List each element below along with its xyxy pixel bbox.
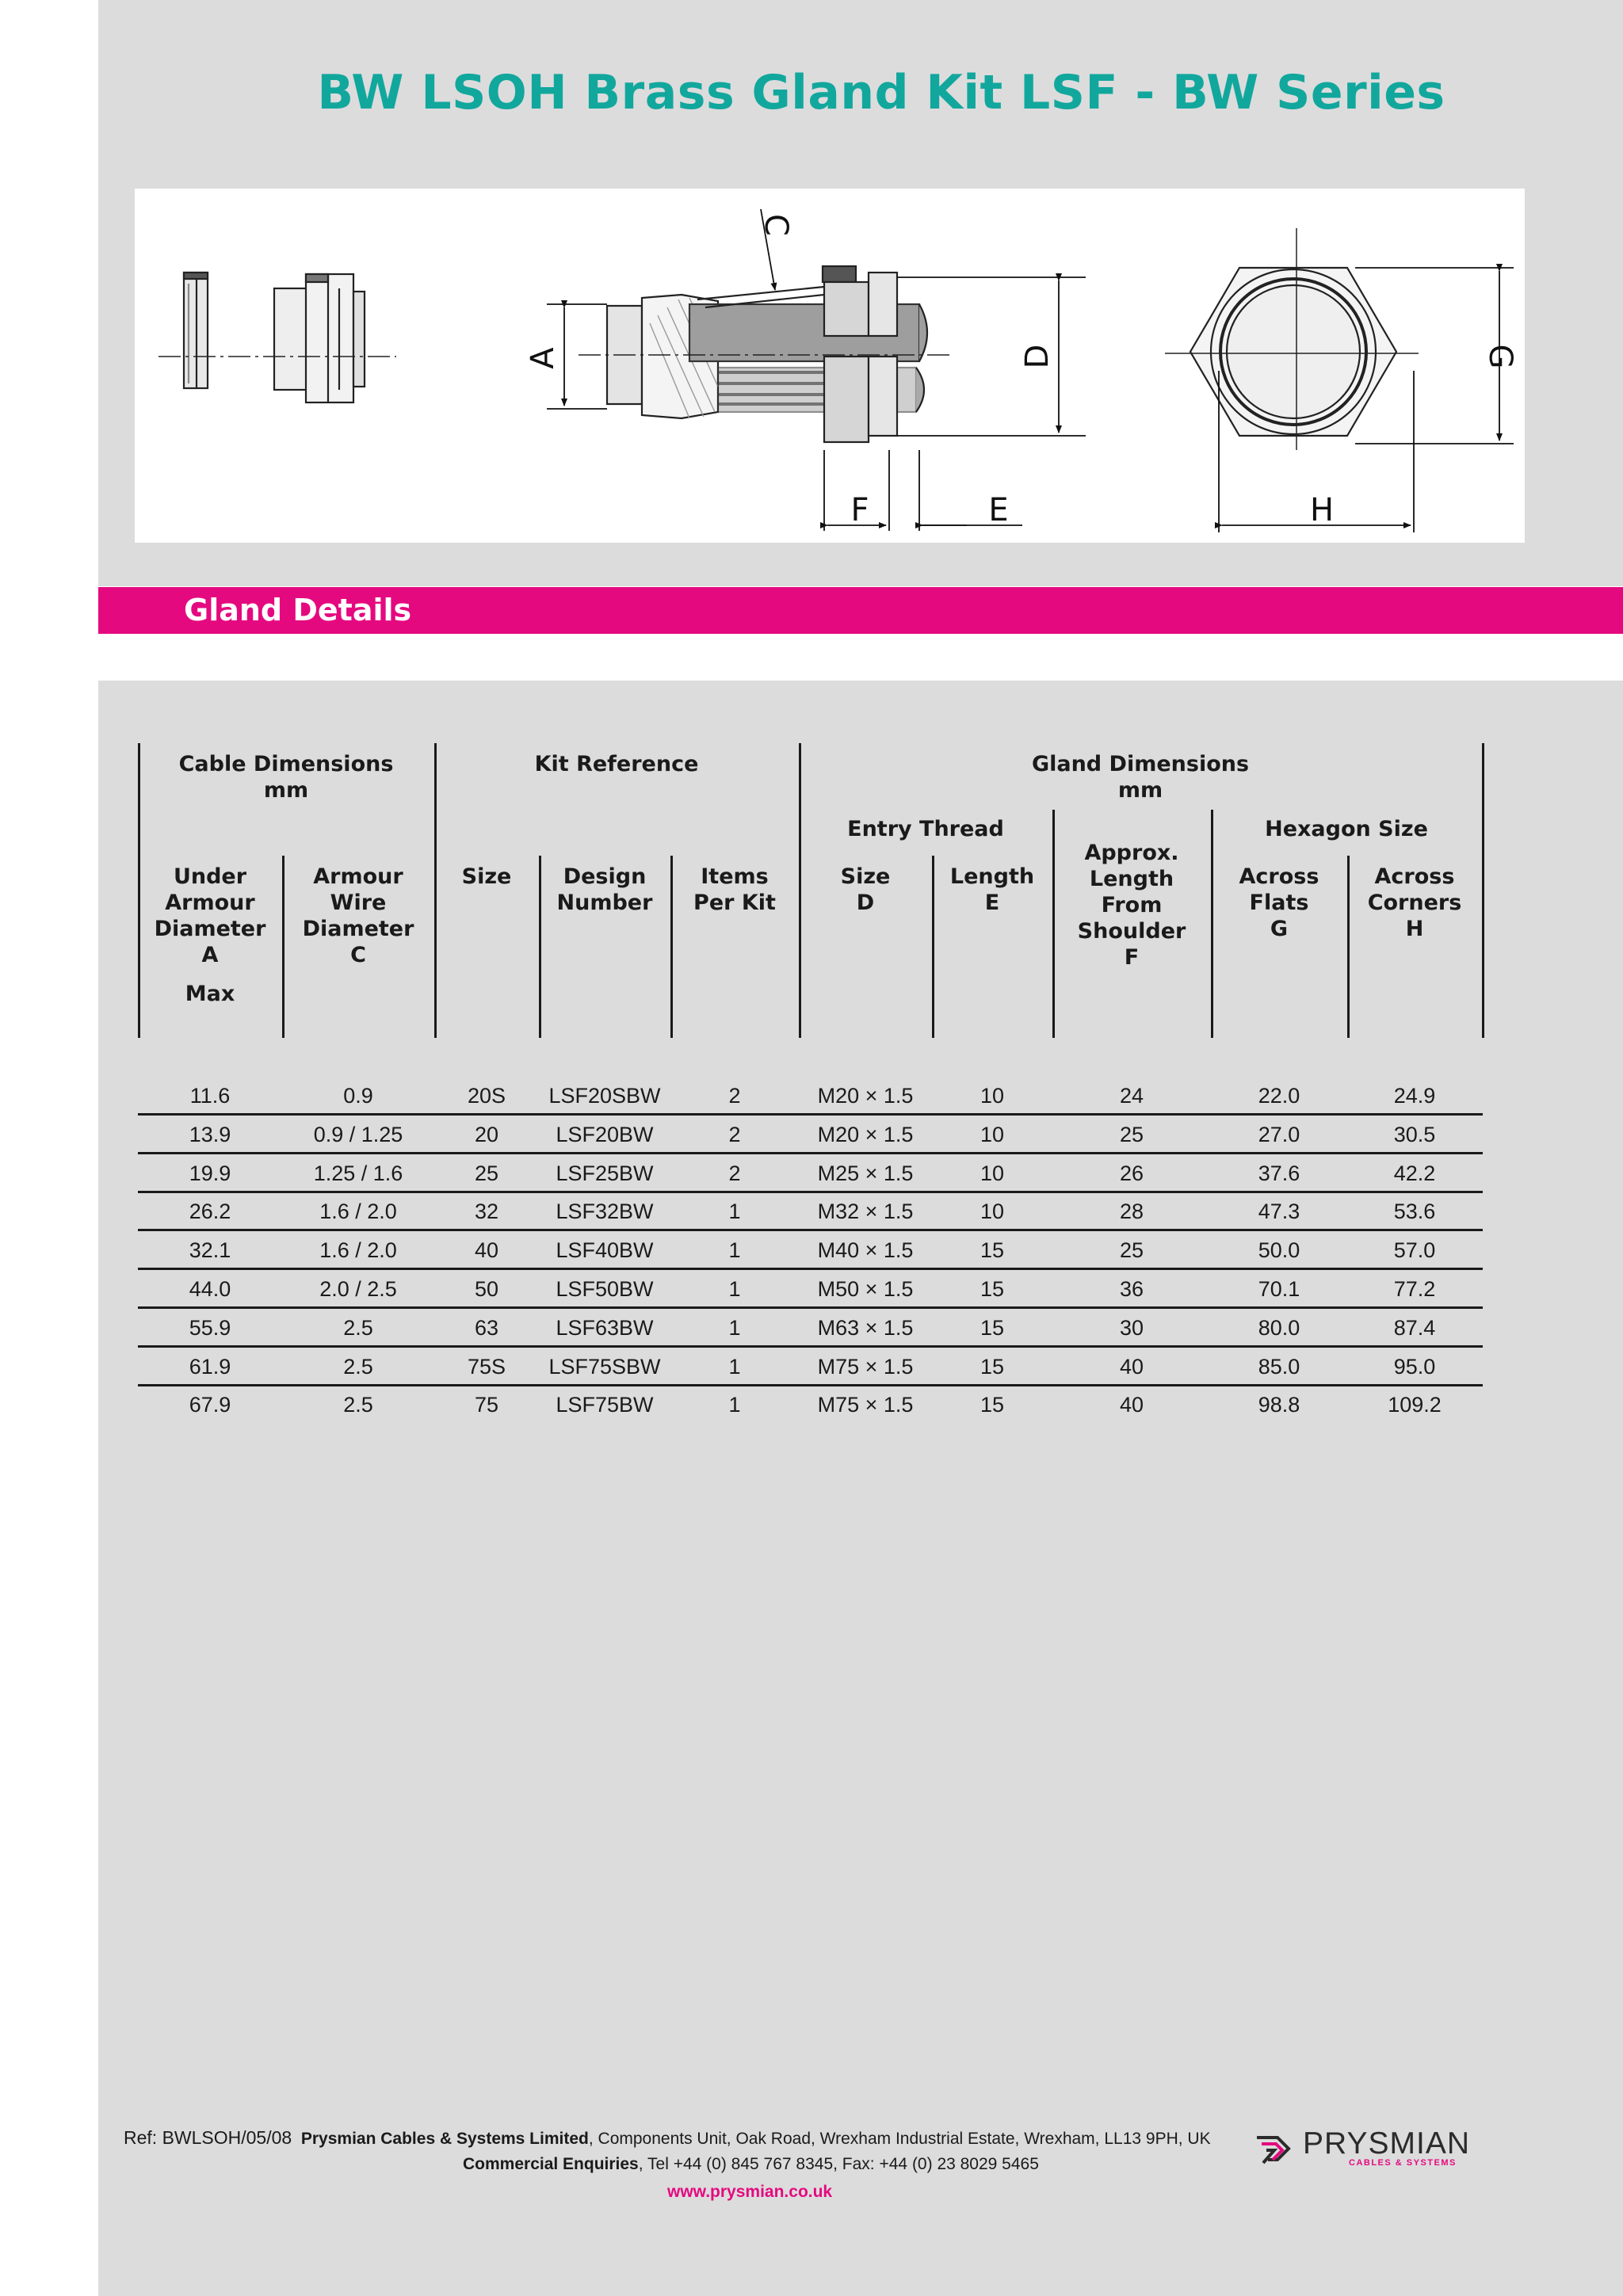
cell-g: 98.8 — [1258, 1393, 1300, 1417]
col-header-c: Armour Wire Diameter C — [302, 864, 414, 967]
dim-label-h: H — [1309, 492, 1335, 528]
gland-dimensions-header: Gland Dimensions mm — [1031, 752, 1250, 803]
cell-items: 1 — [728, 1393, 741, 1417]
cell-items: 1 — [728, 1238, 741, 1263]
cell-h: 24.9 — [1393, 1084, 1436, 1108]
cell-c: 2.5 — [343, 1354, 373, 1379]
cable-dimensions-header: Cable Dimensions mm — [178, 752, 394, 803]
cell-e: 15 — [980, 1277, 1005, 1301]
cell-design: LSF20BW — [556, 1122, 654, 1146]
logo-wordmark: PRYSMIAN — [1303, 2126, 1470, 2161]
cell-c: 0.9 — [343, 1084, 373, 1108]
enquiries-label: Commercial Enquiries — [463, 2155, 639, 2173]
section-title: Gland Details — [184, 593, 412, 627]
cell-h: 95.0 — [1393, 1354, 1436, 1379]
table-row — [138, 1386, 1485, 1424]
col-header-a-max: Max — [185, 982, 235, 1006]
col-header-d: Size D — [840, 864, 891, 915]
cell-h: 87.4 — [1393, 1315, 1436, 1340]
cell-d: M63 × 1.5 — [817, 1315, 914, 1340]
table-row — [138, 1231, 1485, 1269]
table-row — [138, 1116, 1485, 1154]
cell-c: 2.5 — [343, 1393, 373, 1417]
cell-design: LSF40BW — [556, 1238, 654, 1263]
dim-label-c: C — [758, 214, 794, 236]
hexagon-size-header: Hexagon Size — [1265, 817, 1428, 841]
cell-c: 1.25 / 1.6 — [313, 1161, 403, 1185]
cell-h: 77.2 — [1393, 1277, 1436, 1301]
col-header-design: Design Number — [556, 864, 653, 915]
gland-cross-section — [579, 266, 951, 442]
cell-size: 20S — [467, 1084, 506, 1108]
cell-design: LSF25BW — [556, 1161, 654, 1185]
cell-f: 28 — [1119, 1199, 1144, 1224]
cell-c: 1.6 / 2.0 — [319, 1199, 397, 1224]
cell-a: 26.2 — [189, 1199, 231, 1224]
cell-f: 40 — [1119, 1393, 1144, 1417]
company-address: , Components Unit, Oak Road, Wrexham Industrial Estate, Wrexham, LL13 9PH, UK — [588, 2130, 1211, 2148]
col-header-f: Approx. Length From Shoulder F — [1077, 841, 1186, 970]
cell-f: 30 — [1119, 1315, 1144, 1340]
section-bar — [98, 587, 1623, 634]
cell-f: 25 — [1119, 1122, 1144, 1146]
locknut-drawing — [184, 273, 208, 388]
cell-d: M75 × 1.5 — [817, 1393, 914, 1417]
cell-a: 13.9 — [189, 1122, 231, 1146]
cell-size: 20 — [474, 1122, 499, 1146]
cell-e: 15 — [980, 1354, 1005, 1379]
cell-g: 27.0 — [1258, 1122, 1300, 1146]
table-row — [138, 1154, 1485, 1192]
cell-design: LSF75BW — [556, 1393, 654, 1417]
cell-size: 50 — [474, 1277, 499, 1301]
table-row — [138, 1270, 1485, 1308]
entry-thread-header: Entry Thread — [847, 817, 1004, 841]
cell-design: LSF63BW — [556, 1315, 654, 1340]
cell-g: 85.0 — [1258, 1354, 1300, 1379]
col-header-items: Items Per Kit — [693, 864, 776, 915]
cell-size: 40 — [474, 1238, 499, 1263]
cell-g: 50.0 — [1258, 1238, 1300, 1263]
cell-size: 25 — [474, 1161, 499, 1185]
cell-f: 36 — [1119, 1277, 1144, 1301]
cell-f: 24 — [1119, 1084, 1144, 1108]
cell-h: 53.6 — [1393, 1199, 1436, 1224]
cell-items: 1 — [728, 1354, 741, 1379]
cell-items: 1 — [728, 1277, 741, 1301]
cell-d: M25 × 1.5 — [817, 1161, 914, 1185]
table-divider — [1482, 743, 1484, 1038]
cell-items: 1 — [728, 1315, 741, 1340]
table-divider — [434, 743, 437, 1038]
cell-e: 10 — [980, 1161, 1005, 1185]
cell-design: LSF32BW — [556, 1199, 654, 1224]
table-row — [138, 1309, 1485, 1347]
cell-e: 15 — [980, 1315, 1005, 1340]
cell-g: 47.3 — [1258, 1199, 1300, 1224]
cell-a: 44.0 — [189, 1277, 231, 1301]
cell-e: 15 — [980, 1393, 1005, 1417]
cell-e: 10 — [980, 1122, 1005, 1146]
cell-e: 10 — [980, 1199, 1005, 1224]
dim-label-e: E — [988, 492, 1009, 528]
cell-a: 67.9 — [189, 1393, 231, 1417]
cell-a: 55.9 — [189, 1315, 231, 1340]
cell-items: 2 — [728, 1122, 741, 1146]
cell-a: 19.9 — [189, 1161, 231, 1185]
enquiries-contact: , Tel +44 (0) 845 767 8345, Fax: +44 (0) 23 8029 5465 — [638, 2155, 1039, 2173]
cell-c: 1.6 / 2.0 — [319, 1238, 397, 1263]
cell-g: 70.1 — [1258, 1277, 1300, 1301]
footer-line-address — [124, 2127, 1211, 2149]
table-row — [138, 1077, 1485, 1115]
cell-c: 2.0 / 2.5 — [319, 1277, 397, 1301]
cell-a: 61.9 — [189, 1354, 231, 1379]
cell-f: 40 — [1119, 1354, 1144, 1379]
cell-d: M40 × 1.5 — [817, 1238, 914, 1263]
cell-size: 75 — [474, 1393, 499, 1417]
prysmian-logo — [1254, 2126, 1528, 2176]
table-row — [138, 1192, 1485, 1230]
kit-reference-header: Kit Reference — [534, 752, 699, 776]
cell-size: 32 — [474, 1199, 499, 1224]
dim-label-g: G — [1482, 344, 1518, 369]
cell-design: LSF20SBW — [548, 1084, 661, 1108]
cell-d: M20 × 1.5 — [817, 1084, 914, 1108]
gland-drawing — [135, 189, 1525, 543]
cell-g: 80.0 — [1258, 1315, 1300, 1340]
cell-size: 63 — [474, 1315, 499, 1340]
cell-e: 10 — [980, 1084, 1005, 1108]
cell-h: 57.0 — [1393, 1238, 1436, 1263]
logo-tagline: CABLES & SYSTEMS — [1349, 2158, 1457, 2168]
cell-g: 22.0 — [1258, 1084, 1300, 1108]
cell-d: M75 × 1.5 — [817, 1354, 914, 1379]
cell-d: M20 × 1.5 — [817, 1122, 914, 1146]
company-name: Prysmian Cables & Systems Limited — [300, 2130, 589, 2148]
dim-label-f: F — [850, 492, 869, 528]
cell-c: 0.9 / 1.25 — [313, 1122, 403, 1146]
cell-d: M32 × 1.5 — [817, 1199, 914, 1224]
cell-a: 32.1 — [189, 1238, 231, 1263]
cell-h: 42.2 — [1393, 1161, 1436, 1185]
hexagon-end-view — [1165, 228, 1419, 450]
dim-label-d: D — [1019, 344, 1056, 369]
cell-h: 30.5 — [1393, 1122, 1436, 1146]
footer-line-enquiries — [463, 2155, 1039, 2174]
table-row — [138, 1348, 1485, 1386]
cell-e: 15 — [980, 1238, 1005, 1263]
col-header-e: Length E — [949, 864, 1035, 915]
cell-g: 37.6 — [1258, 1161, 1300, 1185]
dim-label-a: A — [525, 347, 561, 369]
cell-size: 75S — [467, 1354, 506, 1379]
gland-diagram — [135, 189, 1525, 543]
cell-d: M50 × 1.5 — [817, 1277, 914, 1301]
col-header-g: Across Flats G — [1239, 864, 1319, 941]
website-link[interactable]: www.prysmian.co.uk — [667, 2183, 833, 2201]
document-reference: Ref: BWLSOH/05/08 — [124, 2127, 292, 2148]
cell-a: 11.6 — [189, 1084, 231, 1108]
cell-items: 2 — [728, 1161, 741, 1185]
col-header-a: Under Armour Diameter A — [154, 864, 266, 967]
cell-design: LSF50BW — [556, 1277, 654, 1301]
col-header-h: Across Corners H — [1367, 864, 1462, 941]
logo-mark-icon — [1254, 2126, 1303, 2176]
cell-design: LSF75SBW — [548, 1354, 661, 1379]
cell-f: 26 — [1119, 1161, 1144, 1185]
cell-f: 25 — [1119, 1238, 1144, 1263]
cell-items: 1 — [728, 1199, 741, 1224]
cell-items: 2 — [728, 1084, 741, 1108]
col-header-size: Size — [461, 864, 512, 889]
cell-c: 2.5 — [343, 1315, 373, 1340]
cell-h: 109.2 — [1388, 1393, 1442, 1417]
page-title: BW LSOH Brass Gland Kit LSF - BW Series — [317, 65, 1445, 120]
